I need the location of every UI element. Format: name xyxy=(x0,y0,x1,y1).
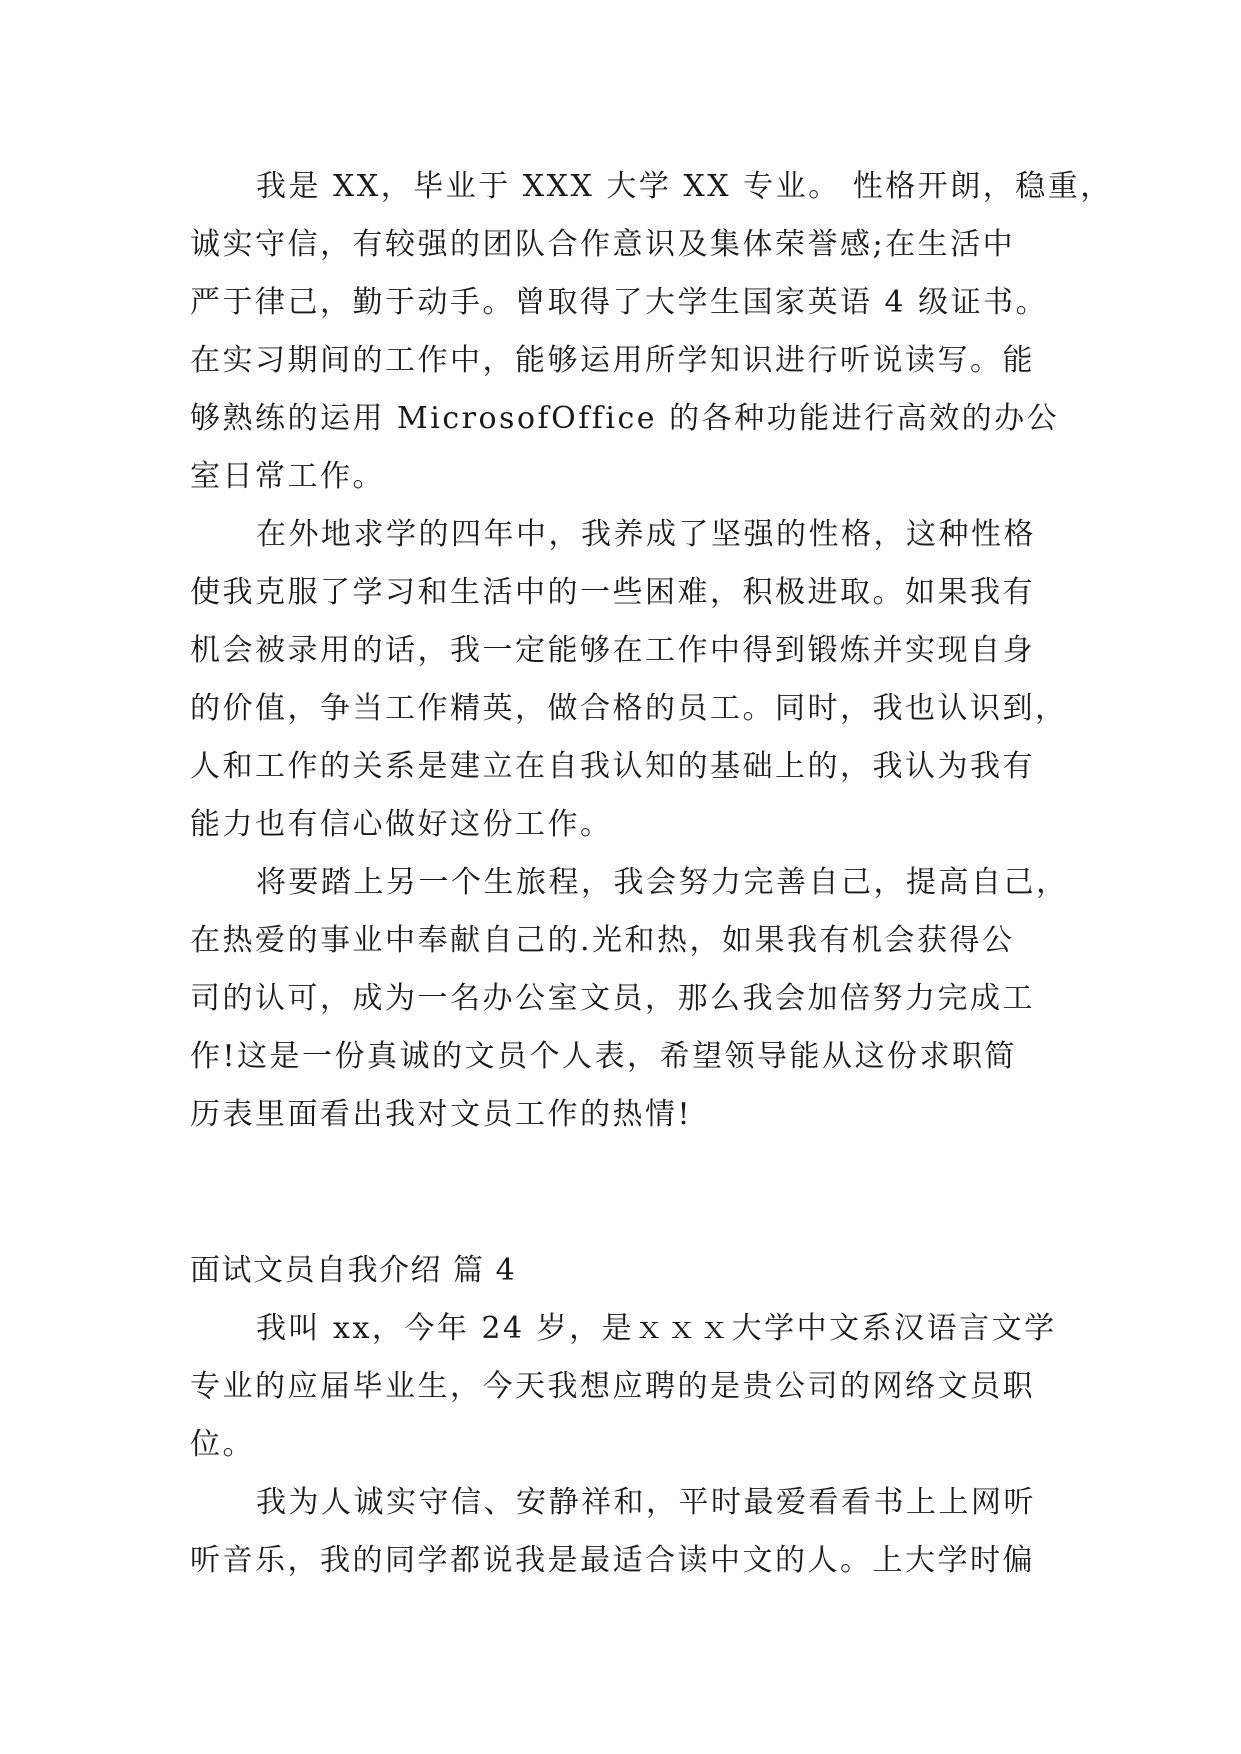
paragraph-line: 能力也有信心做好这份工作。 xyxy=(190,807,613,842)
paragraph-5 xyxy=(190,1474,1070,1590)
paragraph-line: 专业的应届毕业生，今天我想应聘的是贵公司的网络文员职 xyxy=(190,1369,1035,1404)
paragraph-line: 听音乐，我的同学都说我是最适合读中文的人。上大学时偏 xyxy=(190,1543,1035,1578)
paragraph-line: 严于律己，勤于动手。曾取得了大学生国家英语 4 级证书。 xyxy=(190,285,1049,320)
paragraph-line: 司的认可，成为一名办公室文员，那么我会加倍努力完成工 xyxy=(190,981,1035,1016)
paragraph-3 xyxy=(190,854,1070,1144)
paragraph-line: 人和工作的关系是建立在自我认知的基础上的，我认为我有 xyxy=(190,749,1035,784)
paragraph-line: 在实习期间的工作中，能够运用所学知识进行听说读写。能 xyxy=(190,343,1035,378)
paragraph-line: 在热爱的事业中奉献自己的.光和热，如果我有机会获得公 xyxy=(190,923,1015,958)
paragraph-1 xyxy=(190,158,1113,506)
paragraph-line: 我叫 xx，今年 24 岁，是ｘｘｘ大学中文系汉语言文学 xyxy=(256,1311,1057,1346)
paragraph-line: 在外地求学的四年中，我养成了坚强的性格，这种性格 xyxy=(256,517,1036,552)
paragraph-line: 作!这是一份真诚的文员个人表，希望领导能从这份求职简 xyxy=(190,1039,1018,1074)
paragraph-line: 我为人诚实守信、安静祥和，平时最爱看看书上上网听 xyxy=(256,1485,1036,1520)
paragraph-line: 历表里面看出我对文员工作的热情! xyxy=(190,1097,693,1132)
paragraph-line: 室日常工作。 xyxy=(190,459,385,494)
section-heading-block xyxy=(190,1242,1070,1300)
paragraph-line: 的价值，争当工作精英，做合格的员工。同时，我也认识到， xyxy=(190,691,1068,726)
paragraph-line: 使我克服了学习和生活中的一些困难，积极进取。如果我有 xyxy=(190,575,1035,610)
paragraph-line: 我是 XX，毕业于 XXX 大学 XX 专业。 性格开朗，稳重， xyxy=(256,169,1113,204)
paragraph-line: 诚实守信，有较强的团队合作意识及集体荣誉感;在生活中 xyxy=(190,227,1016,262)
paragraph-4 xyxy=(190,1300,1070,1474)
paragraph-line: 将要踏上另一个生旅程，我会努力完善自己，提高自己， xyxy=(256,865,1069,900)
paragraph-line: 够熟练的运用 MicrosofOffice 的各种功能进行高效的办公 xyxy=(190,401,1060,436)
section-heading: 面试文员自我介绍 篇 4 xyxy=(190,1253,517,1288)
paragraph-line: 位。 xyxy=(190,1427,255,1462)
paragraph-line: 机会被录用的话，我一定能够在工作中得到锻炼并实现自身 xyxy=(190,633,1035,668)
paragraph-2 xyxy=(190,506,1070,854)
